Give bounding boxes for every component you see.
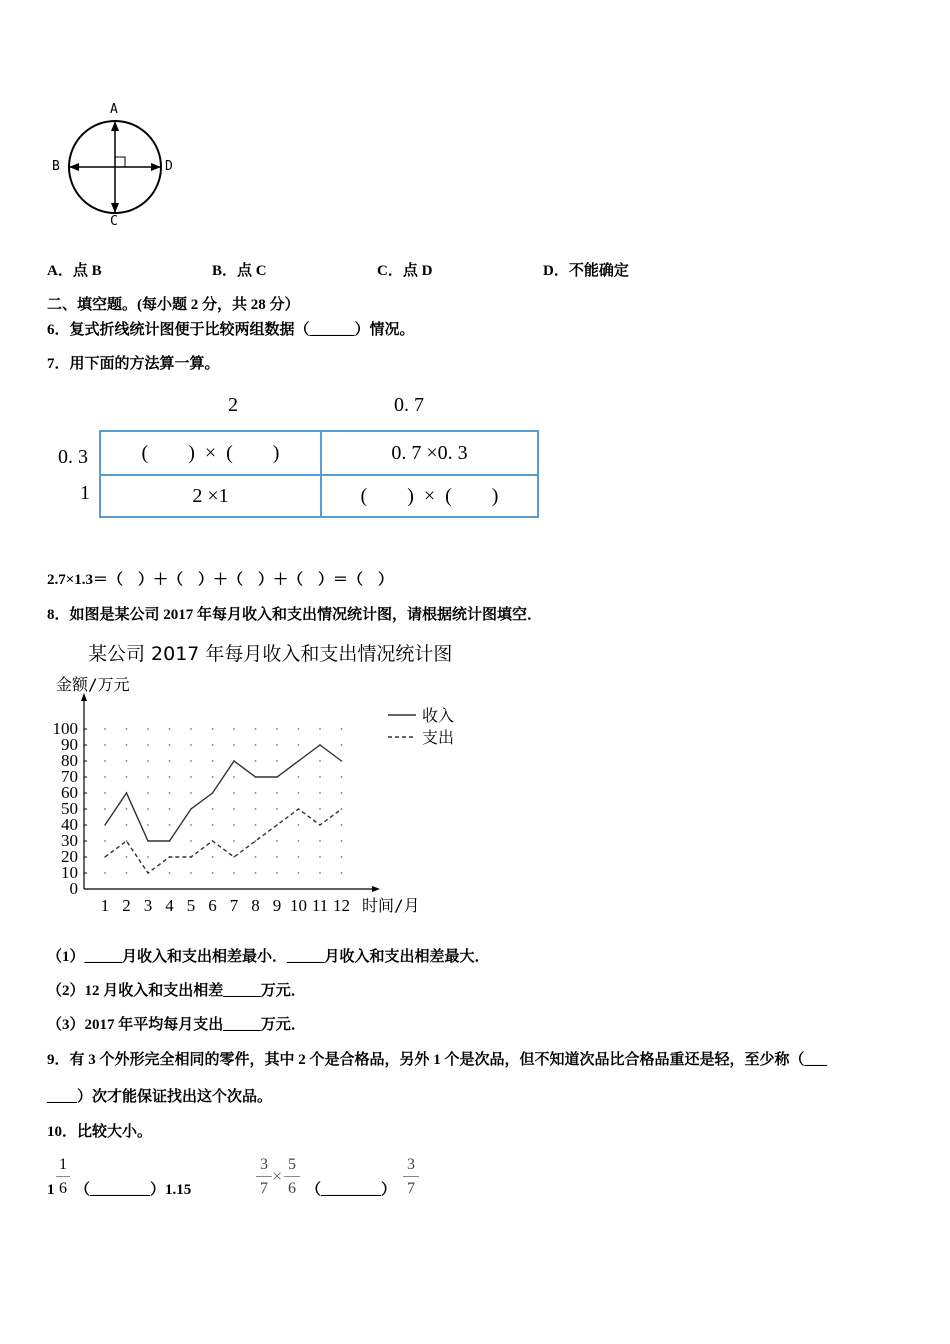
grid-dot [298, 824, 300, 826]
cell-r2c2: ( ) × ( ) [360, 485, 499, 507]
item1-fraction-bar [56, 1176, 70, 1177]
item1-denominator: 6 [59, 1180, 67, 1197]
grid-dot [147, 824, 149, 826]
item2-compare: （________） [306, 1182, 397, 1198]
chart-svg [40, 670, 480, 920]
x-tick-label: 9 [272, 896, 282, 915]
grid-dot [169, 728, 171, 730]
grid-dot [169, 792, 171, 794]
grid-dot [319, 776, 321, 778]
x-tick-label: 1 [100, 896, 110, 915]
grid-dot [319, 872, 321, 874]
grid-dot [233, 728, 235, 730]
grid-dot [126, 744, 128, 746]
grid-dot [319, 840, 321, 842]
label-a: A [110, 102, 118, 117]
grid-dot [255, 872, 257, 874]
grid-dot [147, 744, 149, 746]
arrow-right-icon [151, 163, 161, 171]
x-tick-label: 7 [229, 896, 239, 915]
equation-line: 2.7×1.3＝（ ）＋（ ）＋（ ）＋（ ）＝（ ） [47, 572, 394, 588]
x-tick-label: 4 [165, 896, 174, 915]
cell-r1c1: ( ) × ( ) [141, 442, 280, 464]
grid-dot [341, 840, 343, 842]
grid-dot [126, 760, 128, 762]
grid-dot [276, 808, 278, 810]
grid-dot [233, 744, 235, 746]
arrow-left-icon [69, 163, 79, 171]
grid-dot [190, 728, 192, 730]
grid-dot [190, 792, 192, 794]
grid-dot [126, 728, 128, 730]
x-tick-label: 2 [122, 896, 131, 915]
grid-dot [126, 872, 128, 874]
grid-dot [276, 840, 278, 842]
question-9-line-1: 9．有 3 个外形完全相同的零件，其中 2 个是合格品，另外 1 个是次品，但不知道次品比合格品重还是轻，至少称（___ [47, 1052, 828, 1068]
arrow-down-icon [111, 203, 119, 213]
arrow-up-icon [111, 121, 119, 131]
grid-dot [255, 824, 257, 826]
item2-c-denominator: 7 [407, 1180, 415, 1197]
grid-dot [319, 856, 321, 858]
grid-dot [147, 760, 149, 762]
grid-dot [276, 792, 278, 794]
grid-dot [104, 744, 106, 746]
legend-label: 收入 [422, 706, 455, 725]
item2-a-denominator: 7 [260, 1180, 268, 1197]
grid-dot [341, 792, 343, 794]
grid-dot [255, 728, 257, 730]
grid-dot [298, 728, 300, 730]
y-tick-label: 80 [61, 751, 78, 770]
grid-dot [255, 792, 257, 794]
cell-r1c2: 0. 7 ×0. 3 [391, 442, 468, 464]
series-line-income [105, 745, 342, 841]
x-tick-label: 5 [186, 896, 196, 915]
grid-dot [212, 872, 214, 874]
cell-r2c1: 2 ×1 [192, 485, 229, 507]
line-chart [40, 670, 480, 920]
x-axis-label: 时间/月 [362, 896, 420, 915]
row-head-2: 1 [80, 482, 90, 504]
grid-dot [298, 792, 300, 794]
right-angle-mark [115, 157, 125, 167]
grid-dot [233, 840, 235, 842]
legend-label: 支出 [422, 728, 455, 747]
grid-dot [341, 776, 343, 778]
grid-dot [319, 760, 321, 762]
section-title: 二、填空题。(每小题 2 分，共 28 分） [47, 297, 300, 313]
col-head-1: 2 [228, 394, 238, 416]
grid-dot [104, 872, 106, 874]
grid-dot [298, 840, 300, 842]
grid-dot [126, 856, 128, 858]
grid-dot [212, 856, 214, 858]
grid-dot [255, 744, 257, 746]
y-axis-label: 金额/万元 [56, 675, 130, 694]
option-c[interactable]: C．点 D [377, 263, 433, 279]
grid-dot [104, 728, 106, 730]
label-d: D [165, 159, 173, 174]
question-8-part-2: （2）12 月收入和支出相差_____万元． [47, 983, 306, 999]
y-tick-label: 50 [61, 799, 78, 818]
option-b[interactable]: B．点 C [212, 263, 267, 279]
label-c: C [110, 214, 118, 229]
grid-dot [233, 792, 235, 794]
item1-compare: （________）1.15 [75, 1182, 192, 1198]
grid-dot [104, 808, 106, 810]
grid-dot [104, 760, 106, 762]
x-tick-label: 8 [251, 896, 260, 915]
y-tick-label: 100 [52, 719, 78, 738]
grid-dot [212, 824, 214, 826]
grid-dot [212, 728, 214, 730]
grid-dot [104, 840, 106, 842]
grid-dot [233, 776, 235, 778]
grid-dot [126, 840, 128, 842]
grid-dot [298, 872, 300, 874]
x-tick-label: 10 [290, 896, 307, 915]
item2-a-numerator: 3 [260, 1156, 268, 1173]
grid-dot [233, 872, 235, 874]
grid-dot [212, 776, 214, 778]
grid-dot [298, 744, 300, 746]
x-tick-label: 6 [208, 896, 217, 915]
grid-dot [104, 792, 106, 794]
grid-dot [298, 856, 300, 858]
grid-dot [126, 808, 128, 810]
option-a[interactable]: A．点 B [47, 263, 102, 279]
x-tick-label: 12 [333, 896, 350, 915]
grid-dot [190, 824, 192, 826]
grid-dot [341, 872, 343, 874]
grid-dot [212, 760, 214, 762]
grid-dot [169, 808, 171, 810]
item2-c-bar [403, 1176, 419, 1177]
option-d[interactable]: D．不能确定 [543, 263, 629, 279]
grid-dot [255, 760, 257, 762]
question-8: 8．如图是某公司 2017 年每月收入和支出情况统计图，请根据统计图填空． [47, 607, 543, 623]
y-tick-label: 20 [61, 847, 78, 866]
item2-b-bar [284, 1176, 300, 1177]
grid-dot [276, 872, 278, 874]
item2-b-denominator: 6 [288, 1180, 296, 1197]
grid-dot [147, 776, 149, 778]
grid-dot [190, 872, 192, 874]
chart-title: 某公司 2017 年每月收入和支出情况统计图 [88, 643, 453, 665]
grid-dot [147, 728, 149, 730]
grid-dot [319, 792, 321, 794]
grid-dot [212, 744, 214, 746]
grid-dot [319, 808, 321, 810]
grid-dot [190, 760, 192, 762]
item2-multiply-sign: × [272, 1166, 283, 1186]
grid-dot [190, 776, 192, 778]
grid-dot [341, 744, 343, 746]
question-7: 7．用下面的方法算一算。 [47, 356, 220, 372]
grid-dot [233, 824, 235, 826]
grid-dot [190, 744, 192, 746]
question-6: 6．复式折线统计图便于比较两组数据（______）情况。 [47, 322, 415, 338]
grid-dot [298, 776, 300, 778]
grid-dot [147, 808, 149, 810]
grid-dot [255, 808, 257, 810]
item1-numerator: 1 [59, 1156, 67, 1173]
grid-dot [147, 792, 149, 794]
y-tick-label: 10 [61, 863, 78, 882]
grid-dot [255, 840, 257, 842]
grid-dot [126, 776, 128, 778]
grid-dot [169, 760, 171, 762]
x-tick-label: 3 [143, 896, 153, 915]
multiplication-table [99, 430, 539, 518]
col-head-2: 0. 7 [394, 394, 424, 416]
grid-dot [169, 744, 171, 746]
x-axis-arrow-icon [372, 886, 380, 892]
x-tick-label: 11 [311, 896, 329, 915]
y-axis-arrow-icon [81, 693, 87, 701]
y-tick-label: 40 [61, 815, 78, 834]
question-10: 10．比较大小。 [47, 1124, 153, 1140]
grid-dot [341, 728, 343, 730]
compass-figure [40, 100, 190, 235]
y-tick-label: 0 [69, 879, 78, 898]
grid-dot [190, 840, 192, 842]
grid-dot [319, 728, 321, 730]
y-tick-label: 90 [61, 735, 78, 754]
grid-dot [341, 856, 343, 858]
grid-dot [255, 856, 257, 858]
grid-dot [126, 824, 128, 826]
grid-dot [147, 856, 149, 858]
item2-b-numerator: 5 [288, 1156, 296, 1173]
grid-dot [276, 728, 278, 730]
question-8-part-1: （1）_____月收入和支出相差最小．_____月收入和支出相差最大． [47, 949, 490, 965]
row-head-1: 0. 3 [58, 446, 88, 468]
grid-dot [169, 872, 171, 874]
grid-dot [169, 776, 171, 778]
grid-dot [276, 744, 278, 746]
item2-c-numerator: 3 [407, 1156, 415, 1173]
y-tick-label: 60 [61, 783, 78, 802]
grid-dot [104, 776, 106, 778]
y-tick-label: 70 [61, 767, 78, 786]
item1-whole: 1 [47, 1182, 55, 1198]
grid-dot [233, 808, 235, 810]
question-8-part-3: （3）2017 年平均每月支出_____万元． [47, 1017, 306, 1033]
grid-dot [212, 808, 214, 810]
grid-dot [341, 824, 343, 826]
question-9-line-2: ____）次才能保证找出这个次品。 [47, 1089, 273, 1105]
y-tick-label: 30 [61, 831, 78, 850]
label-b: B [52, 159, 60, 174]
grid-dot [169, 824, 171, 826]
grid-dot [276, 856, 278, 858]
grid-dot [276, 760, 278, 762]
item2-a-bar [256, 1176, 272, 1177]
series-line-expense [105, 809, 342, 873]
